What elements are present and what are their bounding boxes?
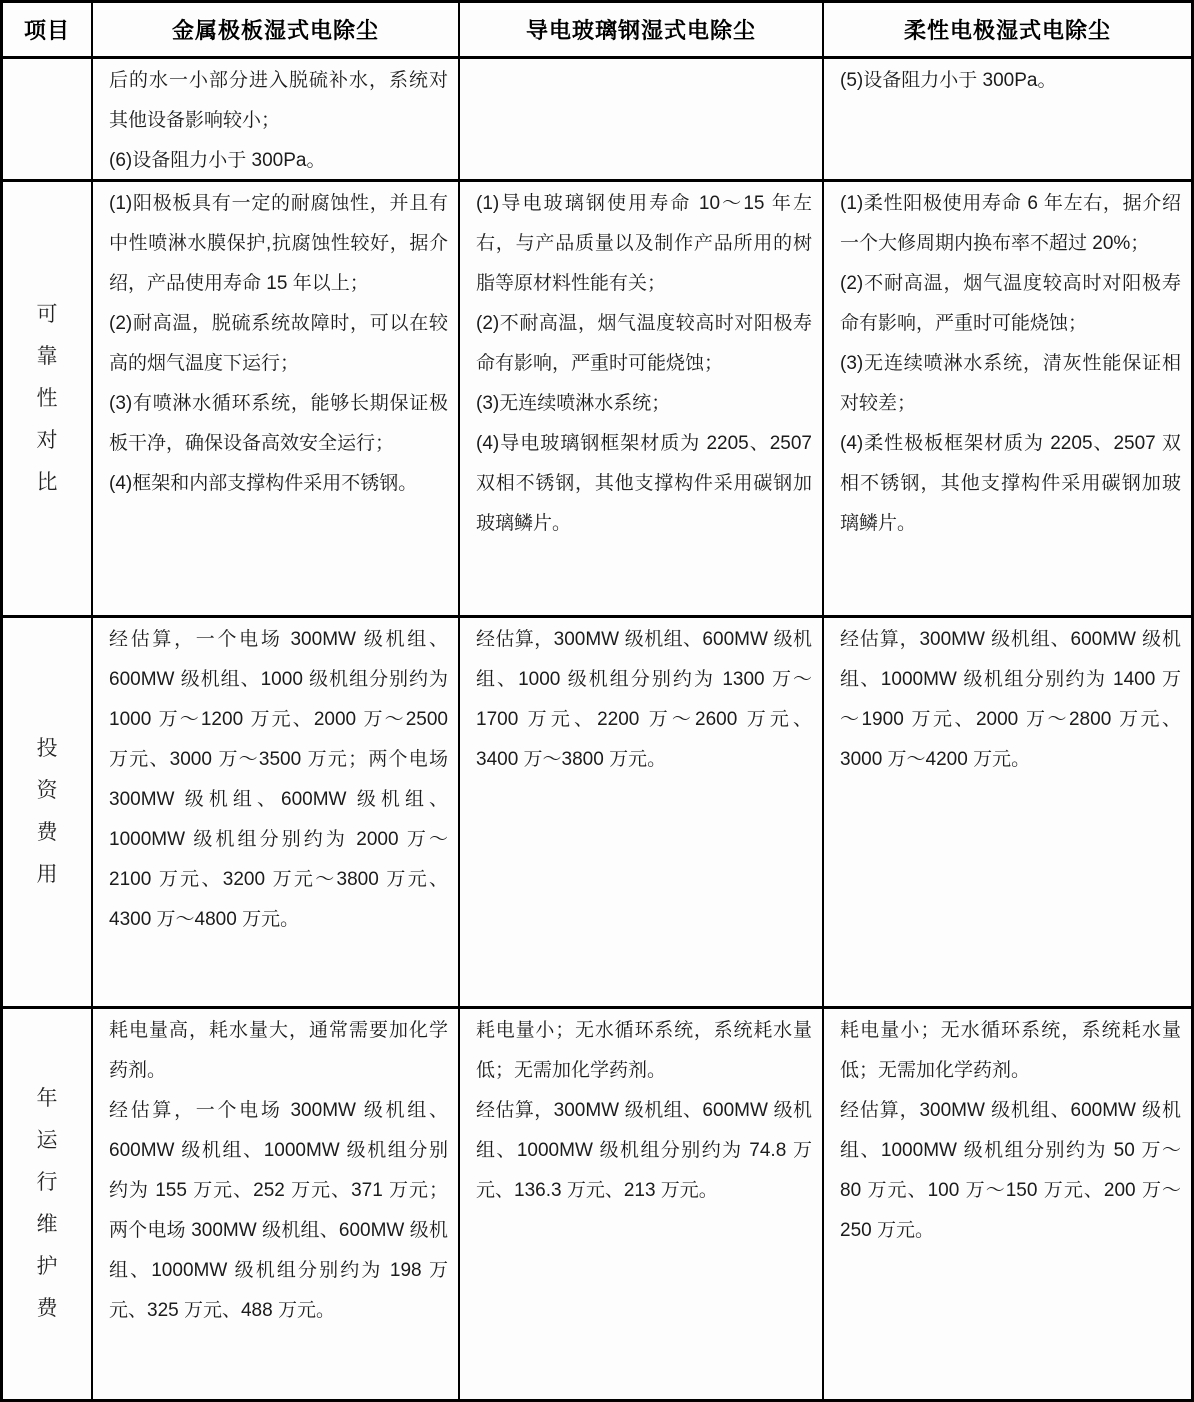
row-label-char: 用 bbox=[36, 863, 58, 886]
row-label-investment-cost bbox=[3, 618, 91, 1006]
row-label-char: 可 bbox=[36, 302, 58, 326]
paragraph: (2)不耐高温，烟气温度较高时对阳极寿命有影响，严重时可能烧蚀； bbox=[840, 273, 1181, 334]
paragraph: 经估算，300MW 级机组、600MW 级机组、1000MW 级机组分别约为 1400 万～1900 万元、2000 万～2800 万元、3000 万～4200 万元。 bbox=[840, 629, 1181, 770]
paragraph: 耗电量小；无水循环系统，系统耗水量低；无需加化学药剂。 bbox=[840, 1020, 1181, 1081]
row-label-annual-om-cost bbox=[3, 1009, 91, 1399]
cell-om-frp bbox=[460, 1009, 822, 1399]
row-label-char: 运 bbox=[36, 1129, 58, 1152]
paragraph: (4)柔性极板框架材质为 2205、2507 双相不锈钢，其他支撑构件采用碳钢加玻璃鳞片。 bbox=[840, 433, 1181, 534]
paragraph: (3)无连续喷淋水系统； bbox=[476, 393, 671, 414]
row-label-char: 护 bbox=[36, 1255, 58, 1278]
row-label-char: 投 bbox=[36, 737, 58, 760]
cell-investment-flexible bbox=[824, 618, 1191, 1006]
cell-reliability-flexible bbox=[824, 182, 1191, 615]
header-conductive-frp-wet-esp: 导电玻璃钢湿式电除尘 bbox=[460, 3, 822, 56]
cell-continuation-frp bbox=[460, 59, 822, 179]
cell-investment-frp bbox=[460, 618, 822, 1006]
row-label-char: 性 bbox=[36, 386, 58, 410]
header-item: 项目 bbox=[3, 3, 91, 56]
paragraph: (5)设备阻力小于 300Pa。 bbox=[840, 70, 1057, 91]
row-label-char: 靠 bbox=[36, 344, 58, 368]
row-label-char: 维 bbox=[36, 1213, 58, 1236]
cell-investment-metal bbox=[93, 618, 458, 1006]
row-label-char: 比 bbox=[36, 470, 58, 494]
cell-reliability-frp bbox=[460, 182, 822, 615]
row-label-continuation bbox=[3, 59, 91, 179]
paragraph: 经估算，300MW 级机组、600MW 级机组、1000MW 级机组分别约为 50 万～80 万元、100 万～150 万元、200 万～250 万元。 bbox=[840, 1100, 1181, 1241]
row-label-char: 对 bbox=[36, 428, 58, 452]
paragraph: (2)耐高温，脱硫系统故障时，可以在较高的烟气温度下运行； bbox=[109, 313, 448, 374]
paragraph: 经估算，一个电场 300MW 级机组、600MW 级机组、1000 级机组分别约为 1000 万～1200 万元、2000 万～2500 万元、3000 万～3500 万元；两个电场 300MW 级机组、600MW 级机组、1000MW 级机组分别约为 2000 万～2100 万元、3200 万元～3800 万元、4300 万～4800 万元。 bbox=[109, 629, 448, 930]
paragraph: 经估算，300MW 级机组、600MW 级机组、1000MW 级机组分别约为 74.8 万元、136.3 万元、213 万元。 bbox=[476, 1100, 812, 1201]
paragraph: (6)设备阻力小于 300Pa。 bbox=[109, 150, 326, 171]
paragraph: 耗电量小；无水循环系统，系统耗水量低；无需加化学药剂。 bbox=[476, 1020, 812, 1081]
paragraph: (1)阳极板具有一定的耐腐蚀性，并且有中性喷淋水膜保护,抗腐蚀性较好，据介绍，产品使用寿命 15 年以上； bbox=[109, 193, 448, 294]
paragraph: (3)有喷淋水循环系统，能够长期保证极板干净，确保设备高效安全运行； bbox=[109, 393, 448, 454]
paragraph: 后的水一小部分进入脱硫补水，系统对其他设备影响较小； bbox=[109, 70, 448, 131]
cell-om-flexible bbox=[824, 1009, 1191, 1399]
cell-reliability-metal bbox=[93, 182, 458, 615]
paragraph: 经估算，一个电场 300MW 级机组、600MW 级机组、1000MW 级机组分别约为 155 万元、252 万元、371 万元；两个电场 300MW 级机组、600MW 级机组、1000MW 级机组分别约为 198 万元、325 万元、488 万元。 bbox=[109, 1100, 448, 1321]
paragraph: (3)无连续喷淋水系统，清灰性能保证相对较差； bbox=[840, 353, 1181, 414]
paragraph: 耗电量高，耗水量大，通常需要加化学药剂。 bbox=[109, 1020, 448, 1081]
header-flexible-electrode-wet-esp: 柔性电极湿式电除尘 bbox=[824, 3, 1191, 56]
paragraph: (1)柔性阳极使用寿命 6 年左右，据介绍一个大修周期内换布率不超过 20%； bbox=[840, 193, 1181, 254]
paragraph: 经估算，300MW 级机组、600MW 级机组、1000 级机组分别约为 1300 万～1700 万元、2200 万～2600 万元、3400 万～3800 万元。 bbox=[476, 629, 812, 770]
header-metal-plate-wet-esp: 金属极板湿式电除尘 bbox=[93, 3, 458, 56]
cell-om-metal bbox=[93, 1009, 458, 1399]
row-label-char: 费 bbox=[36, 821, 58, 844]
row-label-char: 费 bbox=[36, 1297, 58, 1320]
row-label-reliability bbox=[3, 182, 91, 615]
paragraph: (4)导电玻璃钢框架材质为 2205、2507 双相不锈钢，其他支撑构件采用碳钢加玻璃鳞片。 bbox=[476, 433, 812, 534]
paragraph: (2)不耐高温，烟气温度较高时对阳极寿命有影响，严重时可能烧蚀； bbox=[476, 313, 812, 374]
paragraph: (1)导电玻璃钢使用寿命 10～15 年左右，与产品质量以及制作产品所用的树脂等原材料性能有关； bbox=[476, 193, 812, 294]
row-label-char: 资 bbox=[36, 779, 58, 802]
cell-continuation-metal bbox=[93, 59, 458, 179]
paragraph: (4)框架和内部支撑构件采用不锈钢。 bbox=[109, 473, 418, 494]
row-label-char: 行 bbox=[36, 1171, 58, 1194]
cell-continuation-flexible bbox=[824, 59, 1191, 179]
row-label-char: 年 bbox=[36, 1087, 58, 1110]
